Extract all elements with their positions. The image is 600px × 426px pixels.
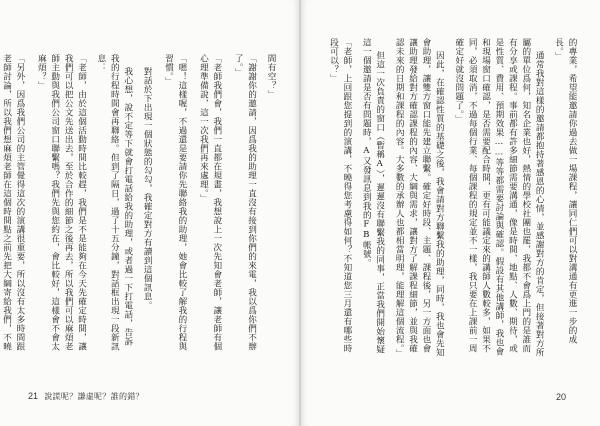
right-page-body bbox=[318, 38, 578, 358]
paragraph: 通常我對這樣的邀請都抱持著感恩的心情，並感謝對方的肯定，但接著對方所屬的單位爲何，知名企業也好，熱情的學校社團也罷，我都不會爲上門的是誰而有分享或課程。事前都有許多細節需要溝通，像是時間、地點、人數、期待，或是性質、費用、預期效果……等等都需要討論與確認。假設有其他講師，我也會和現場窗口確認，是否需要配合時間，更有可能議定來的講師人數較多，如果不同，必須取消，不過每個行業、每個課程的規定並不一樣，我只要在上課前一周確定好就沒問題了。」 bbox=[453, 38, 545, 357]
paragraph: 的專業，希望能邀請你過去做一場課程，讓同仁們可以對溝通有更進一步的成長。」 bbox=[553, 38, 577, 344]
paragraph: 對話於下出現一個狀態的勾勾，我確定對方有讀到這個訊息。 bbox=[142, 66, 153, 310]
right-page bbox=[301, 0, 600, 426]
left-page-body bbox=[1, 54, 277, 354]
paragraph: 但這一次負責的窗口（暫稱A），遲遲沒有聯繫我的同事，正當我們開始懷疑這一個邀請是否有問題時，A又發訊息到我的FB帳號。 bbox=[361, 38, 385, 354]
paragraph: 我心想，說不定等下就會打電話給我的助理，或者過一下打電話，告訴我的行程時間會再聯絡。但到了隔日，過了十五分鐘，對話框出現一段新訊息： bbox=[95, 54, 133, 351]
left-page bbox=[0, 0, 299, 426]
page-number: 20 bbox=[555, 392, 566, 402]
paragraph: 間有空？」 bbox=[266, 54, 276, 99]
dialogue-quote: 「老師，上回跟您提到的演講，不曉得您考慮得如何？不知道您三月還有哪些時段可以？」 bbox=[328, 38, 352, 353]
dialogue-quote: 「謝謝你的邀請，因爲我的助理一直沒有接到你們的來電，我以爲你們不辦了。」 bbox=[233, 54, 257, 351]
left-page-footer bbox=[28, 391, 144, 402]
running-title: 說謊呢？謙虛呢？誰的錯？ bbox=[44, 392, 144, 401]
dialogue-quote: 「另外，因爲我們公司的主管覺得這次的演講很重要，所以沒有太多時間跟老師討論，所以我們想麻煩老師在這個時間點之前先把大綱寄給我們，不曉 bbox=[1, 54, 25, 351]
page-number: 21 bbox=[28, 391, 39, 401]
dialogue-quote: 「老師我們會，我們一直都在規畫，我想說上一次先知會老師，讓老師有個心理準備說，這一次我們再來處理。」 bbox=[198, 54, 222, 351]
dialogue-quote: 「嗯！這樣喔，不過還是要請你先聯絡我的助理，她會比較了解我的行程與習慣。」 bbox=[163, 54, 187, 351]
paragraph: 因此，在確認性質的基礎之後，我會請對方聯繫我的助理，同時，我也會先知會助理，讓雙方窗口能先建立聯繫。確定好時段、主題、課程後，另一方面也會讓助理發給對方確認課程的內容、大綱與需求，讓對方了解課程細節，並與我確認未來的日期和課程的內容。大多數的承辦人也都相當明理，能理解這個流程。」 bbox=[394, 38, 445, 358]
right-page-footer bbox=[556, 392, 570, 402]
dialogue-quote: 「老師，由於這個活動時間比較趕，我們是不是能夠在今天先確定時間，讓我們可以把公文先送出去，至於合作的細節之後再去，所以我們可以麻煩老師主動與我們公司窗口聯繫嗎？我們先與您約在，會比較好，這樣會不會太麻煩？」 bbox=[36, 54, 87, 351]
